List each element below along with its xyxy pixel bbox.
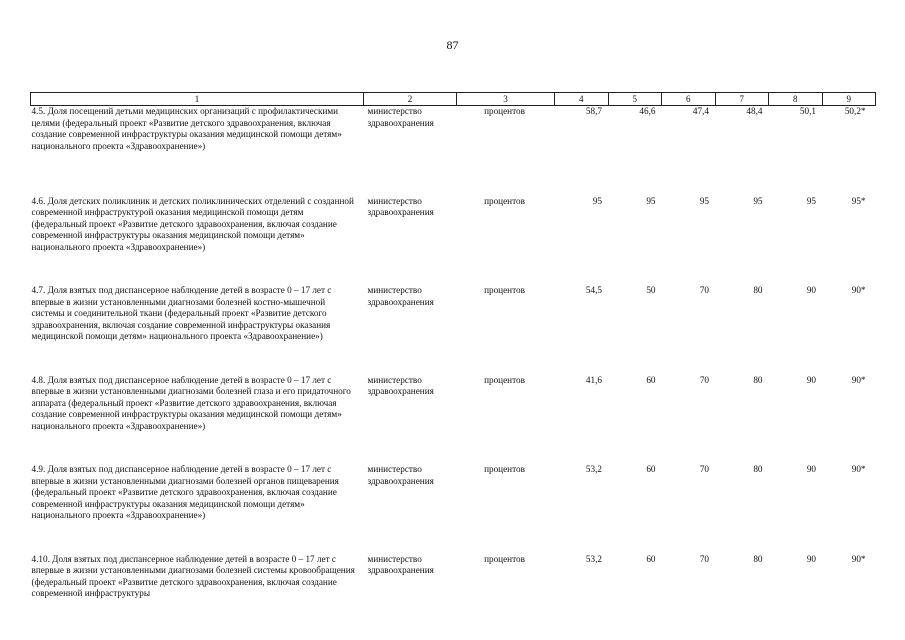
indicators-table [30, 92, 876, 604]
value-cell: 95 [753, 195, 763, 206]
unit: процентов [484, 195, 525, 206]
value-cell: 95 [646, 195, 656, 206]
header-cell: 2 [364, 93, 457, 106]
indicator-name: 4.10. Доля взятых под диспансерное наблюдение детей в возрасте 0 – 17 лет с впервые в жизни установленными диагнозами болезней системы кровообращения (федеральный проект «Развитие детского здравоохранения, включая создание современной инфраструктуры [31, 553, 355, 599]
value-cell: 70 [699, 374, 709, 385]
indicator-name: 4.8. Доля взятых под диспансерное наблюдение детей в возрасте 0 – 17 лет с впервые в жизни установленными диагнозами болезней глаза и его придаточного аппарата (федеральный проект «Развитие детского здравоохранения, включая создание современной инфраструктуры оказания медицинской помощи детям» национального проекта «Здравоохранение») [31, 374, 351, 431]
header-cell: 5 [608, 93, 662, 106]
responsible-org: министерство здравоохранения [367, 195, 434, 218]
header-cell: 6 [662, 93, 716, 106]
value-cell: 80 [753, 553, 763, 564]
indicator-name: 4.6. Доля детских поликлиник и детских поликлинических отделений с созданной современной инфраструктурой оказания медицинской помощи детям (федеральный проект «Развитие детского здравоохранения, включая создание современной инфраструктуры оказания медицинской помощи детям» национального проекта «Здравоохранение») [31, 195, 354, 252]
value-cell: 50,1 [799, 106, 816, 116]
value-cell: 90 [806, 464, 816, 474]
table-row [31, 196, 876, 286]
value-cell: 95* [851, 195, 866, 206]
indicator-name: 4.9. Доля взятых под диспансерное наблюдение детей в возрасте 0 – 17 лет с впервые в жизни установленными диагнозами болезней органов пищеварения (федеральный проект «Развитие детского здравоохранения, включая создание современной инфраструктуры оказания медицинской помощи детям» национального проекта «Здравоохранение») [31, 464, 339, 521]
value-cell: 90 [806, 553, 816, 564]
value-cell: 48,4 [746, 106, 763, 116]
value-cell: 41,6 [585, 374, 602, 385]
value-cell: 95 [806, 195, 816, 206]
header-row [31, 93, 876, 106]
unit: процентов [484, 285, 525, 295]
responsible-org: министерство здравоохранения [367, 464, 434, 486]
value-cell: 58,7 [585, 106, 602, 116]
indicator-name: 4.5. Доля посещений детьми медицинских организаций с профилактическими целями (федеральный проект «Развитие детского здравоохранения, включая создание современной инфраструктуры оказания медицинской помощи детям» национального проекта «Здравоохранение») [31, 106, 342, 151]
value-cell: 47,4 [692, 106, 709, 116]
page-number: 87 [446, 38, 459, 52]
unit: процентов [484, 106, 525, 116]
value-cell: 90* [851, 285, 866, 295]
responsible-org: министерство здравоохранения [367, 553, 434, 576]
table-row [31, 375, 876, 465]
value-cell: 54,5 [585, 285, 602, 295]
table-row [31, 106, 876, 196]
table-row [31, 554, 876, 604]
value-cell: 60 [646, 374, 656, 385]
header-cell: 7 [715, 93, 769, 106]
header-cell: 4 [555, 93, 609, 106]
responsible-org: министерство здравоохранения [367, 374, 434, 397]
value-cell: 70 [699, 553, 709, 564]
table-row [31, 464, 876, 554]
value-cell: 95 [699, 195, 709, 206]
value-cell: 90 [806, 374, 816, 385]
unit: процентов [484, 464, 525, 474]
value-cell: 70 [699, 464, 709, 474]
header-cell: 3 [457, 93, 555, 106]
value-cell: 46,6 [639, 106, 656, 116]
value-cell: 50,2* [844, 106, 866, 116]
value-cell: 90 [806, 285, 816, 295]
value-cell: 60 [646, 553, 656, 564]
value-cell: 50 [646, 285, 656, 295]
value-cell: 80 [753, 374, 763, 385]
value-cell: 90* [851, 553, 866, 564]
value-cell: 80 [753, 285, 763, 295]
header-cell: 8 [769, 93, 823, 106]
value-cell: 60 [646, 464, 656, 474]
value-cell: 90* [851, 464, 866, 474]
unit: процентов [484, 553, 525, 564]
value-cell: 95 [592, 195, 602, 206]
value-cell: 53,2 [585, 553, 602, 564]
unit: процентов [484, 374, 525, 385]
indicator-name: 4.7. Доля взятых под диспансерное наблюдение детей в возрасте 0 – 17 лет с впервые в жизни установленными диагнозами болезней костно-мышечной системы и соединительной ткани (федеральный проект «Развитие детского здравоохранения, включая создание современной инфраструктуры оказания медицинской помощи детям» национального проекта «Здравоохранение») [31, 285, 332, 342]
value-cell: 90* [851, 374, 866, 385]
responsible-org: министерство здравоохранения [367, 106, 434, 128]
responsible-org: министерство здравоохранения [367, 285, 434, 307]
header-cell: 1 [31, 93, 364, 106]
header-cell: 9 [822, 93, 876, 106]
value-cell: 53,2 [585, 464, 602, 474]
table-row [31, 285, 876, 375]
value-cell: 80 [753, 464, 763, 474]
value-cell: 70 [699, 285, 709, 295]
